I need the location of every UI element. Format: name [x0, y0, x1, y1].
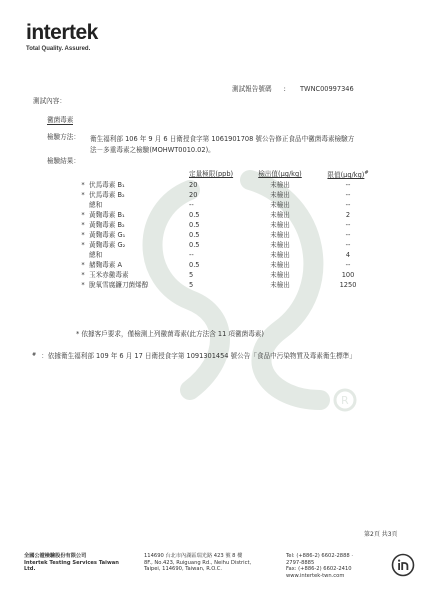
row-star: * [81, 271, 85, 280]
row-result: 未檢出 [270, 241, 290, 250]
row-level: -- [345, 181, 351, 190]
table-row [77, 210, 383, 220]
row-level: -- [345, 241, 351, 250]
test-content-label: 測試內容： [33, 97, 66, 105]
footer-company [24, 553, 124, 573]
footnote-text: ：依據衛生福利部 109 年 6 月 17 日衛授食字第 1091301454 號公告「食品中污染物質及毒素衛生標準」 [41, 352, 356, 360]
header-level: 限值(μg/kg) [327, 171, 365, 180]
row-result: 未檢出 [270, 251, 290, 260]
table-row [77, 180, 383, 190]
row-limit: 5 [189, 281, 194, 290]
address-en-line2: Taipei, 114690, Taiwan, R.O.C. [144, 566, 223, 572]
page-number: 第2頁 共3頁 [364, 531, 398, 538]
row-result: 未檢出 [270, 201, 290, 210]
row-star: * [81, 211, 85, 220]
row-star: * [81, 191, 85, 200]
row-star: * [81, 261, 85, 270]
address-zh: 114690 台北市內湖區瑞光路 423 號 8 樓 [144, 553, 243, 559]
intertek-logo [26, 22, 98, 52]
category-heading: 黴菌毒素 [47, 116, 74, 124]
row-limit: 0.5 [189, 261, 200, 270]
row-limit: 0.5 [189, 231, 200, 240]
website: www.intertek-twn.com [286, 572, 345, 579]
row-star: * [81, 231, 85, 240]
row-result: 未檢出 [270, 261, 290, 270]
client-request-note: * 依據客戶要求，僅檢測上列黴菌毒素(此方法含 11 項黴菌毒素) [76, 330, 264, 338]
row-limit: 0.5 [189, 211, 200, 220]
table-row [77, 240, 383, 250]
row-analyte: 玉米赤黴毒素 [89, 271, 129, 280]
row-result: 未檢出 [270, 231, 290, 240]
fax: Fax: (+886-2) 6602-2410 [286, 566, 352, 572]
row-result: 未檢出 [270, 281, 290, 290]
row-analyte: 黃麴毒素 B₂ [89, 221, 125, 230]
row-limit: -- [189, 251, 194, 260]
row-analyte: 黃麴毒素 G₁ [89, 231, 126, 240]
footnote [32, 353, 356, 360]
row-level: 100 [341, 271, 355, 280]
row-result: 未檢出 [270, 181, 290, 190]
method-label: 檢驗方法： [47, 133, 80, 141]
company-name-zh: 全國公證檢驗股份有限公司 [24, 553, 87, 559]
row-star: * [81, 281, 85, 290]
header-limit: 定量極限(ppb) [189, 170, 234, 179]
table-row [77, 200, 383, 210]
table-row [77, 280, 383, 290]
row-analyte: 黃麴毒素 B₁ [89, 211, 125, 220]
row-level: 2 [345, 211, 351, 220]
address-en-line1: 8F., No.423, Ruiguang Rd., Neihu District, [144, 559, 252, 566]
table-row [77, 250, 383, 260]
result-label: 檢驗結果： [47, 157, 80, 165]
row-limit: 20 [189, 181, 198, 190]
footer-contact [286, 553, 366, 579]
tel: Tel: (+886-2) 6602-2888 · 2797-8885 [286, 553, 354, 566]
row-level: -- [345, 261, 351, 270]
table-row [77, 230, 383, 240]
company-name-en: Intertek Testing Services Taiwan Ltd. [24, 559, 119, 572]
row-analyte: 伏馬毒素 B₁ [89, 181, 125, 190]
row-level: 1250 [339, 281, 357, 290]
row-limit: 20 [189, 191, 198, 200]
report-number: TWNC00997346 [300, 85, 354, 93]
row-level: 4 [345, 251, 351, 260]
row-analyte: 黃麴毒素 G₂ [89, 241, 126, 250]
report-number-line [232, 86, 354, 93]
row-result: 未檢出 [270, 211, 290, 220]
brand-tagline: Total Quality. Assured. [26, 46, 91, 52]
report-number-separator: : [283, 85, 286, 93]
row-star: * [81, 241, 85, 250]
row-limit: 5 [189, 271, 194, 280]
footer-address [144, 553, 264, 573]
row-analyte: 脫氧雪腐鐮刀菌烯醇 [89, 281, 149, 290]
intertek-in-icon [391, 553, 415, 577]
brand-name: intertek [26, 21, 98, 44]
row-star: * [81, 221, 85, 230]
row-star: * [81, 181, 85, 190]
footnote-mark: # [32, 352, 37, 358]
row-level: -- [345, 201, 351, 210]
row-level: -- [345, 221, 351, 230]
table-row [77, 220, 383, 230]
method-text: 衛生福利部 106 年 9 月 6 日衛授食字第 1061901708 號公告修正食品中黴菌毒素檢驗方法－多重毒素之檢驗(MOHWT0010.02)。 [90, 135, 355, 154]
header-result: 檢出值(μg/kg) [258, 170, 302, 179]
table-row [77, 270, 383, 280]
svg-text:R: R [341, 394, 349, 407]
results-header-row [77, 168, 383, 180]
row-star [77, 200, 89, 210]
table-row [77, 190, 383, 200]
row-analyte: 伏馬毒素 B₂ [89, 191, 125, 200]
row-limit: 0.5 [189, 241, 200, 250]
table-row [77, 260, 383, 270]
row-analyte: 總和 [89, 251, 103, 260]
row-limit: 0.5 [189, 221, 200, 230]
report-number-label: 測試報告號碼 [232, 85, 272, 93]
row-analyte: 赭麴毒素 A [89, 261, 122, 270]
row-analyte: 總和 [89, 201, 103, 210]
row-result: 未檢出 [270, 191, 290, 200]
results-table [77, 168, 383, 290]
row-level: -- [345, 191, 351, 200]
header-level-mark: # [364, 170, 369, 176]
row-result: 未檢出 [270, 221, 290, 230]
row-star [77, 250, 89, 260]
row-level: -- [345, 231, 351, 240]
row-result: 未檢出 [270, 271, 290, 280]
row-limit: -- [189, 201, 194, 210]
